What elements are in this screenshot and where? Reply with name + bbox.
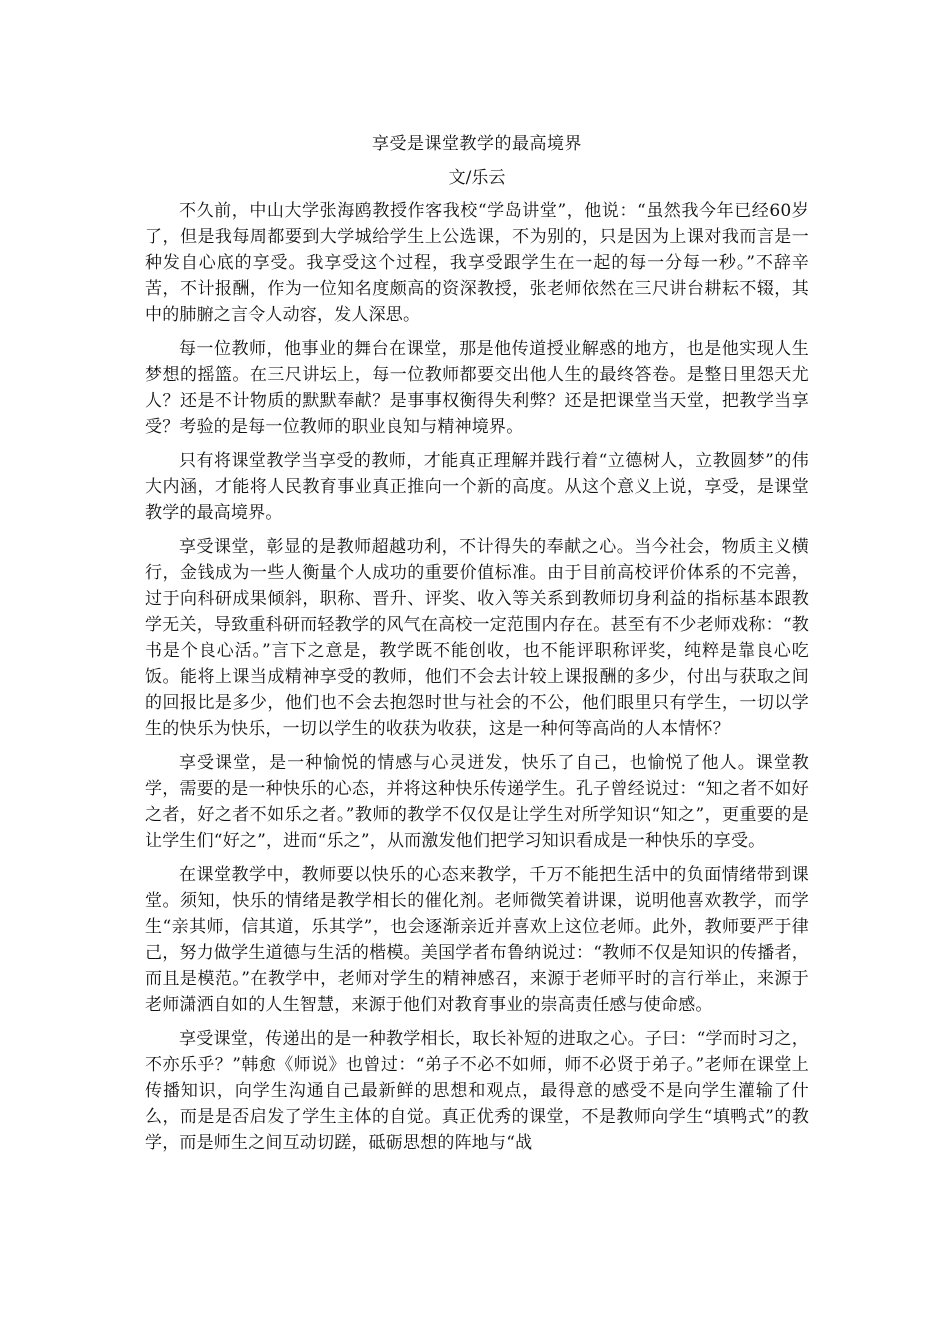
paragraph: 享受课堂，是一种愉悦的情感与心灵迸发，快乐了自己，也愉悦了他人。课堂教学，需要的是一种快乐的心态，并将这种快乐传递学生。孔子曾经说过：“知之者不如好之者，好之者不如乐之者。”教师的教学不仅仅是让学生对所学知识“知之”，更重要的是让学生们“好之”，进而“乐之”，从而激发他们把学习知识看成是一种快乐的享受。	[145, 753, 809, 851]
document-body	[145, 130, 809, 1164]
paragraph: 享受课堂，传递出的是一种教学相长，取长补短的进取之心。子曰：“学而时习之，不亦乐乎？”韩愈《师说》也曾过：“弟子不必不如师，师不必贤于弟子。”老师在课堂上传播知识，向学生沟通自己最新鲜的思想和观点，最得意的感受不是向学生灌输了什么，而是是否启发了学生主体的自觉。真正优秀的课堂，不是教师向学生“填鸭式”的教学，而是师生之间互动切蹉，砥砺思想的阵地与“战	[145, 1029, 809, 1153]
paragraph: 不久前，中山大学张海鸥教授作客我校“学岛讲堂”，他说：“虽然我今年已经60岁了，但是我每周都要到大学城给学生上公选课，不为别的，只是因为上课对我而言是一种发自心底的享受。我享受这个过程，我享受跟学生在一起的每一分每一秒。”不辞辛苦，不计报酬，作为一位知名度颇高的资深教授，张老师依然在三尺讲台耕耘不辍，其中的肺腑之言令人动容，发人深思。	[145, 201, 809, 325]
paragraph: 只有将课堂教学当享受的教师，才能真正理解并践行着“立德树人，立教圆梦”的伟大内涵，才能将人民教育事业真正推向一个新的高度。从这个意义上说，享受，是课堂教学的最高境界。	[145, 451, 809, 523]
document-author: 文/乐云	[448, 168, 506, 188]
paragraph: 在课堂教学中，教师要以快乐的心态来教学，千万不能把生活中的负面情绪带到课堂。须知，快乐的情绪是教学相长的催化剂。老师微笑着讲课，说明他喜欢教学，而学生“亲其师，信其道，乐其学”，也会逐渐亲近并喜欢上这位老师。此外，教师要严于律己，努力做学生道德与生活的楷模。美国学者布鲁纳说过：“教师不仅是知识的传播者，而且是模范。”在教学中，老师对学生的精神感召，来源于老师平时的言行举止，来源于老师潇洒自如的人生智慧，来源于他们对教育事业的崇高责任感与使命感。	[145, 865, 809, 1015]
document-title: 享受是课堂教学的最高境界	[372, 134, 582, 154]
paragraph: 享受课堂，彰显的是教师超越功利，不计得失的奉献之心。当今社会，物质主义横行，金钱成为一些人衡量个人成功的重要价值标准。由于目前高校评价体系的不完善，过于向科研成果倾斜，职称、晋升、评奖、收入等关系到教师切身利益的指标基本跟教学无关，导致重科研而轻教学的风气在高校一定范围内存在。甚至有不少老师戏称：“教书是个良心活。”言下之意是，教学既不能创收，也不能评职称评奖，纯粹是靠良心吃饭。能将上课当成精神享受的教师，他们不会去计较上课报酬的多少，付出与获取之间的回报比是多少，他们也不会去抱怨时世与社会的不公，他们眼里只有学生，一切以学生的快乐为快乐，一切以学生的收获为收获，这是一种何等高尚的人本情怀？	[145, 537, 809, 739]
paragraph: 每一位教师，他事业的舞台在课堂，那是他传道授业解惑的地方，也是他实现人生梦想的摇篮。在三尺讲坛上，每一位教师都要交出他人生的最终答卷。是整日里怨天尤人？还是不计物质的默默奉献？是事事权衡得失利弊？还是把课堂当天堂，把教学当享受？考验的是每一位教师的职业良知与精神境界。	[145, 339, 809, 437]
